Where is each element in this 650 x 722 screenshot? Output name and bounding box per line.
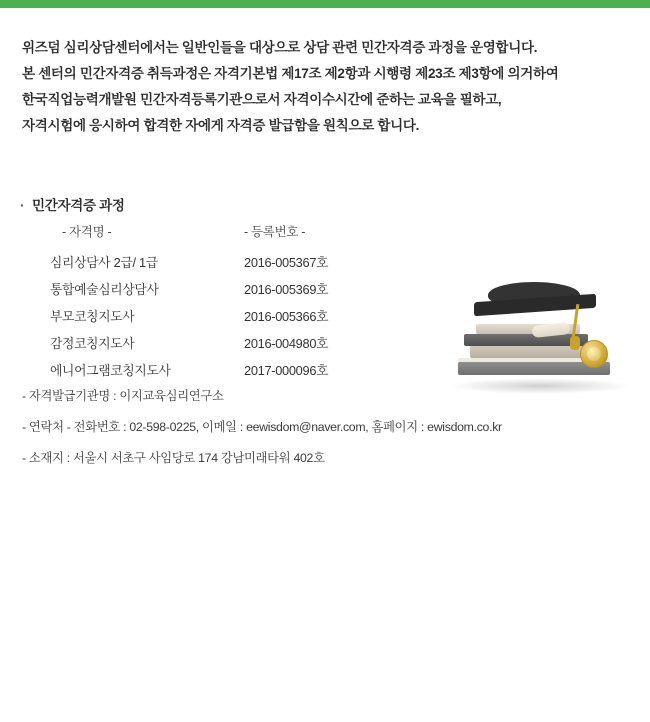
cert-number: 2016-005366호 — [244, 309, 329, 324]
intro-line-3: 한국직업능력개발원 민간자격등록기관으로서 자격이수시간에 준하는 교육을 필하고, — [22, 91, 502, 107]
footer-line-contact: - 연락처 - 전화번호 : 02-598-0225, 이메일 : eewisdom@naver.com, 홈페이지 : ewisdom.co.kr — [22, 420, 502, 434]
footer-line-address: - 소재지 : 서울시 서초구 사임당로 174 강남미래타워 402호 — [22, 451, 325, 465]
cert-name: 감정코칭지도사 — [50, 336, 135, 351]
cert-name: 통합예술심리상담사 — [50, 282, 159, 297]
cert-number: 2016-004980호 — [244, 336, 329, 351]
intro-line-4: 자격시험에 응시하여 합격한 자에게 자격증 발급함을 원칙으로 합니다. — [22, 117, 420, 133]
cert-number: 2017-000096호 — [244, 363, 329, 378]
footer-line-issuer: - 자격발급기관명 : 이지교육심리연구소 — [22, 389, 224, 403]
illustration-shadow — [450, 378, 630, 394]
column-header-number: - 등록번호 - — [244, 225, 306, 239]
cert-number: 2016-005367호 — [244, 255, 329, 270]
intro-line-2: 본 센터의 민간자격증 취득과정은 자격기본법 제17조 제2항과 시행령 제23조 제3항에 의거하여 — [22, 65, 559, 81]
table-row — [40, 275, 370, 302]
column-header-name: - 자격명 - — [62, 225, 112, 239]
section-heading — [20, 194, 125, 214]
top-accent-bar — [0, 0, 650, 8]
footer-info — [22, 386, 622, 479]
table-row — [40, 329, 370, 356]
certificate-table — [40, 220, 370, 383]
table-row — [40, 302, 370, 329]
bullet-icon: · — [20, 198, 25, 213]
table-header-row — [40, 220, 370, 248]
content-page — [0, 8, 650, 722]
cert-name: 부모코칭지도사 — [50, 309, 135, 324]
intro-line-1: 위즈덤 심리상담센터에서는 일반인들을 대상으로 상담 관련 민간자격증 과정을 운영합니다. — [22, 40, 538, 55]
cert-name: 심리상담사 2급/ 1급 — [50, 255, 158, 270]
table-row — [40, 356, 370, 383]
cert-number: 2016-005369호 — [244, 282, 329, 297]
cap-tassel-knot — [570, 336, 580, 350]
section-heading-label: 민간자격증 과정 — [32, 198, 125, 213]
table-row — [40, 248, 370, 275]
medal-inner-ring — [587, 347, 601, 361]
graduation-cap-books-illustration — [440, 266, 640, 398]
graduation-cap-icon — [474, 280, 596, 326]
medal-icon — [580, 340, 608, 368]
cert-name: 에니어그램코칭지도사 — [50, 363, 171, 378]
intro-paragraph — [22, 40, 622, 144]
